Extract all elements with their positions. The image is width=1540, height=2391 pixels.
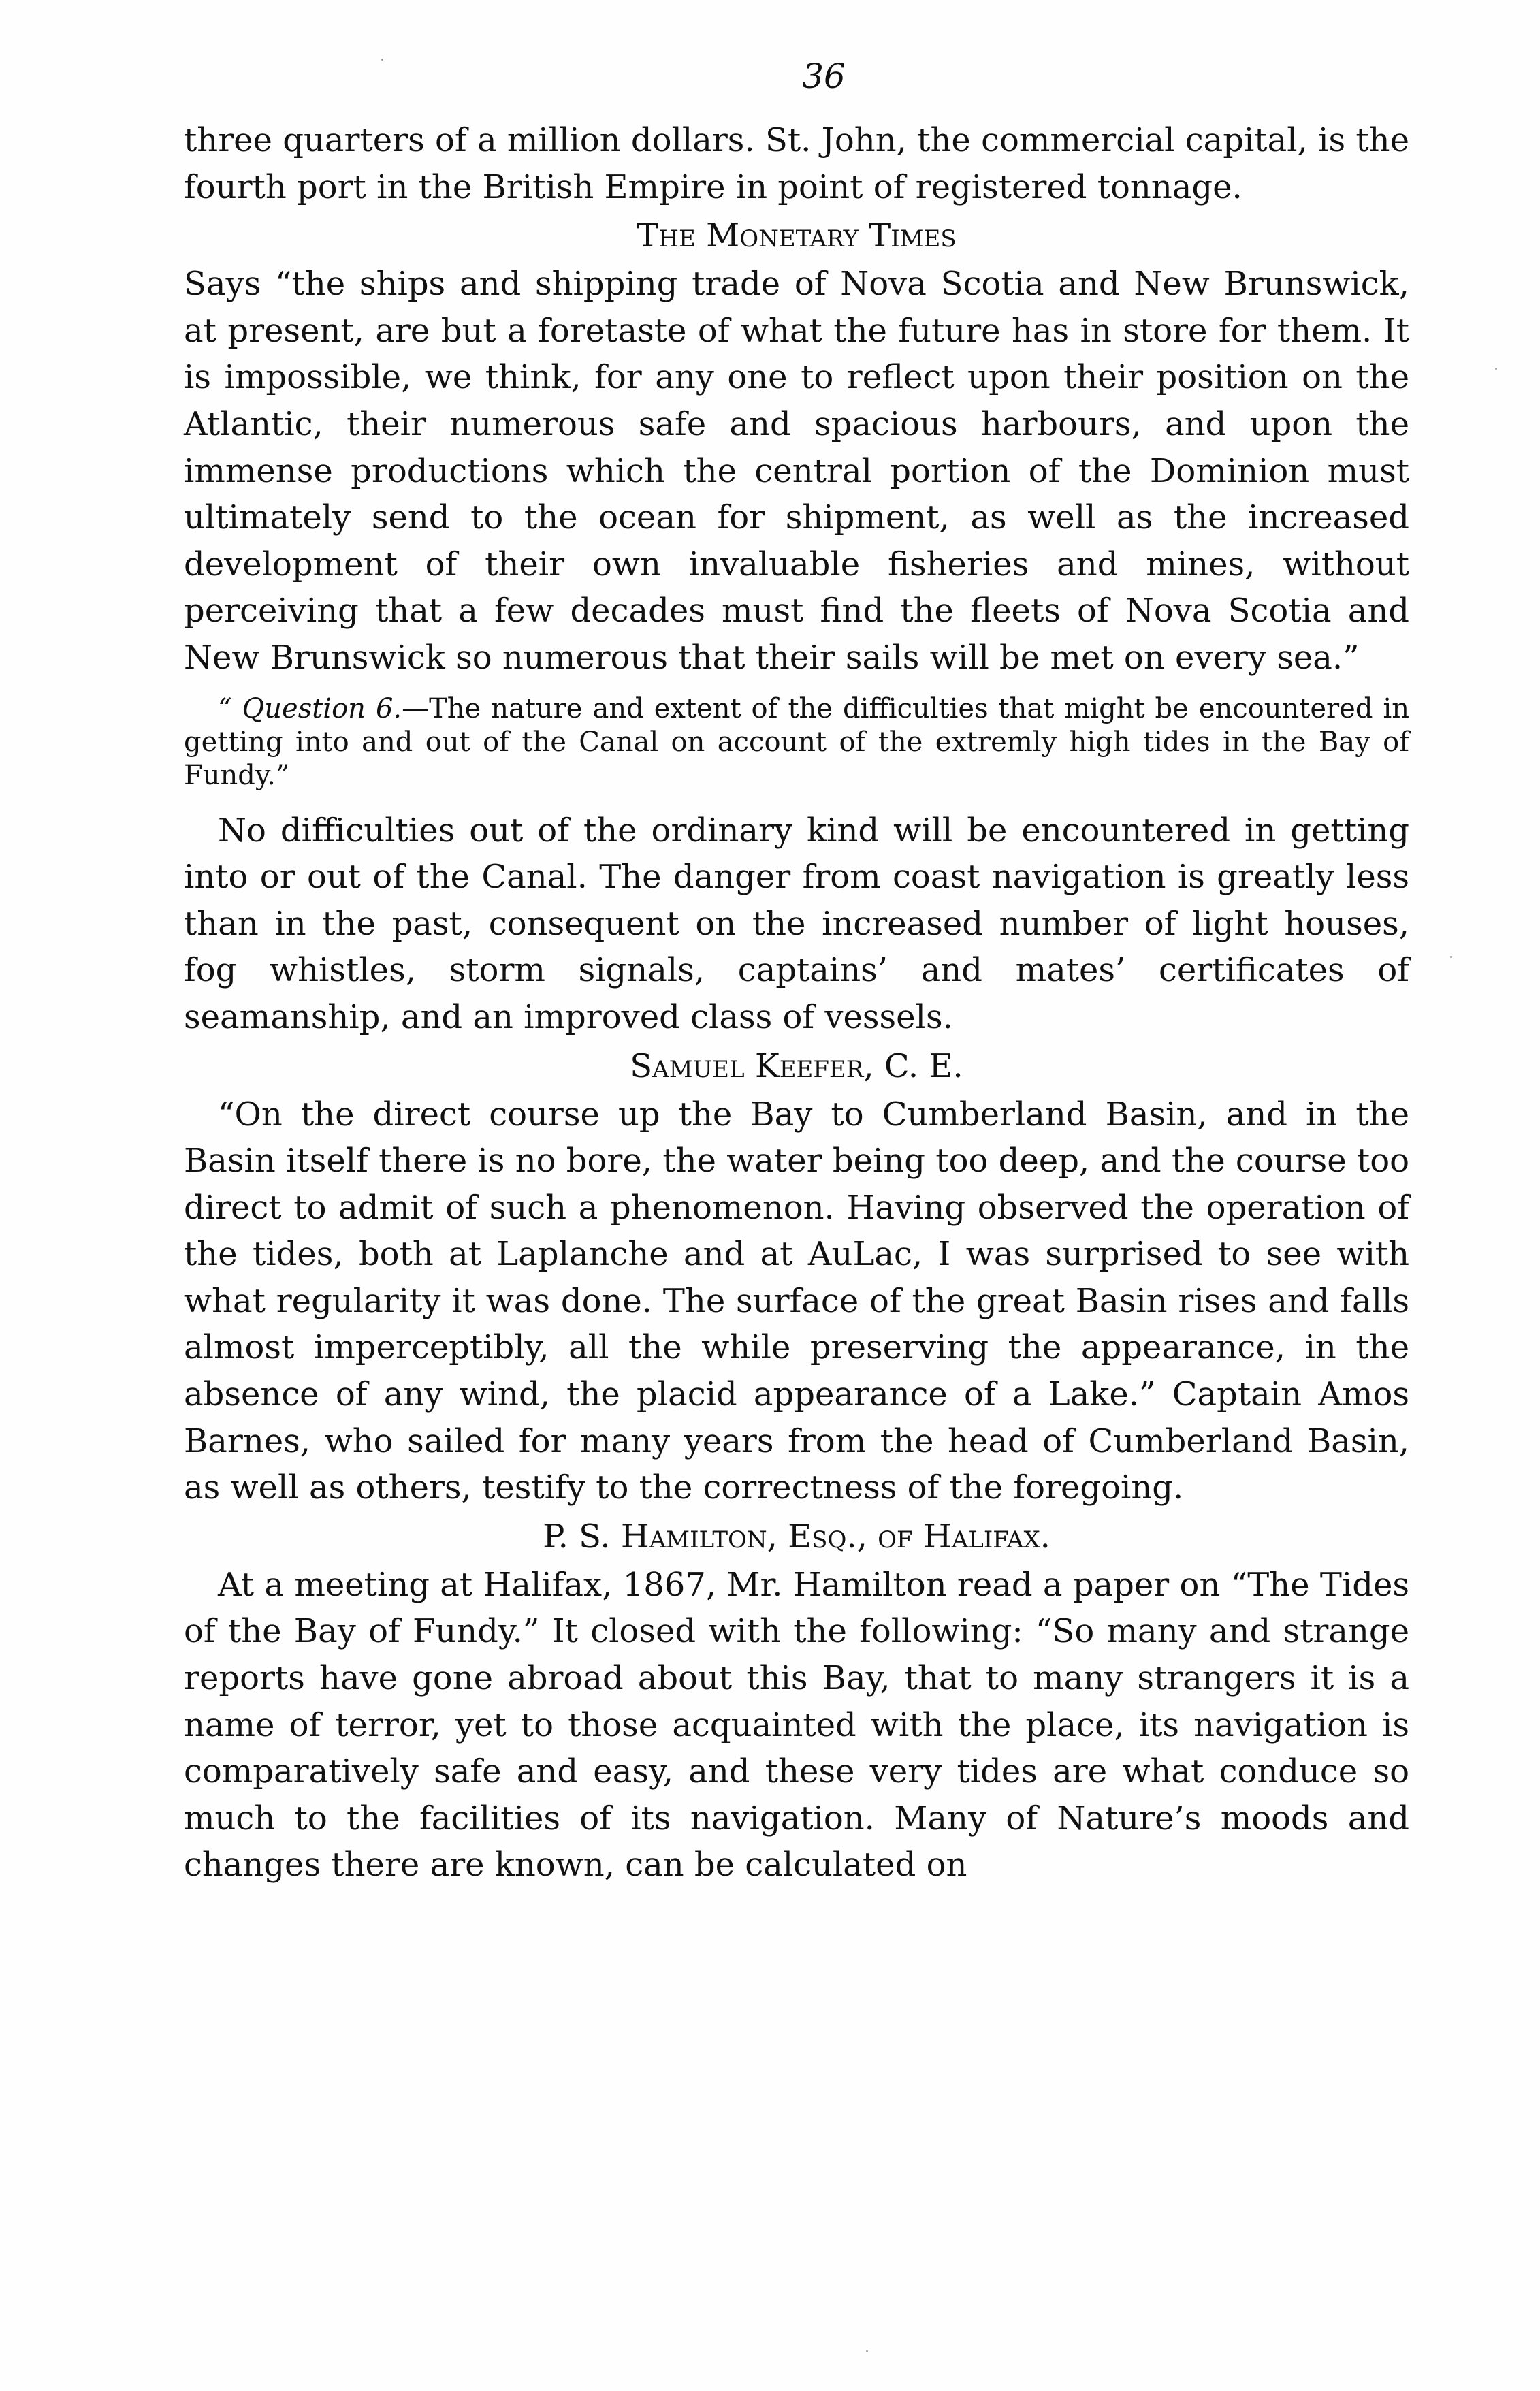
scan-speck — [866, 2350, 868, 2352]
heading-keefer: Samuel Keefer, C. E. — [630, 1046, 963, 1085]
scan-speck — [1495, 368, 1497, 370]
hamilton-paragraph: At a meeting at Halifax, 1867, Mr. Hamilton read a paper on “The Tides of the Bay of Fundy.” It closed with the following: “So many and strange reports have gone abroad about this Bay, that to many strangers it is a name of terror, yet to those acquainted with the place, its navigation is comparatively safe and easy, and these very tides are what conduce so much to the facilities of its navigation. Many of Nature’s moods and changes there are known, can be calculated on — [184, 1565, 1409, 1884]
question-label: “ Question 6. — [218, 692, 402, 724]
heading-hamilton: P. S. Hamilton, Esq., of Halifax. — [543, 1517, 1050, 1556]
monetary-times-paragraph: Says “the ships and shipping trade of Nova Scotia and New Brunswick, at present, are but a foretaste of what the future has in store for them. It is impossible, we think, for any one to reflect upon their position on the Atlantic, their numerous safe and spacious harbours, and upon the immense productions which the central portion of the Dominion must ultimately send to the ocean for shipment, as well as the increased development of their own invaluable fisheries and mines, without perceiving that a few decades must find the fleets of Nova Scotia and New Brunswick so numerous that their sails will be met on every sea.” — [184, 265, 1409, 677]
text-column — [184, 56, 1409, 1889]
keefer-paragraph: “On the direct course up the Bay to Cumberland Basin, and in the Basin itself there is no bore, the water being too deep, and the course too direct to admit of such a phenomenon. Having observed the operation of the tides, both at Laplanche and at AuLac, I was surprised to see with what regularity it was done. The surface of the great Basin rises and falls almost imperceptibly, all the while preserving the appearance, in the absence of any wind, the placid appearance of a Lake.” Captain Amos Barnes, who sailed for many years from the head of Cumberland Basin, as well as others, testify to the correctness of the foregoing. — [184, 1095, 1409, 1507]
heading-monetary-times: The Monetary Times — [637, 216, 957, 255]
scan-speck — [1450, 956, 1452, 958]
question-6 — [184, 692, 1409, 792]
page-number: 36 — [802, 57, 846, 96]
answer-paragraph: No difficulties out of the ordinary kind will be encountered in getting into or out of the Canal. The danger from coast navigation is greatly less than in the past, consequent on the increased number of light houses, fog whistles, storm signals, captains’ and mates’ certificates of seamanship, and an improved class of vessels. — [184, 811, 1409, 1036]
question-text: —The nature and extent of the difficulties that might be encountered in getting into and out of the Canal on account of the extremly high tides in the Bay of Fundy.” — [184, 692, 1409, 791]
opening-paragraph: three quarters of a million dollars. St. John, the commercial capital, is the fourth port in the British Empire in point of registered tonnage. — [184, 121, 1409, 206]
